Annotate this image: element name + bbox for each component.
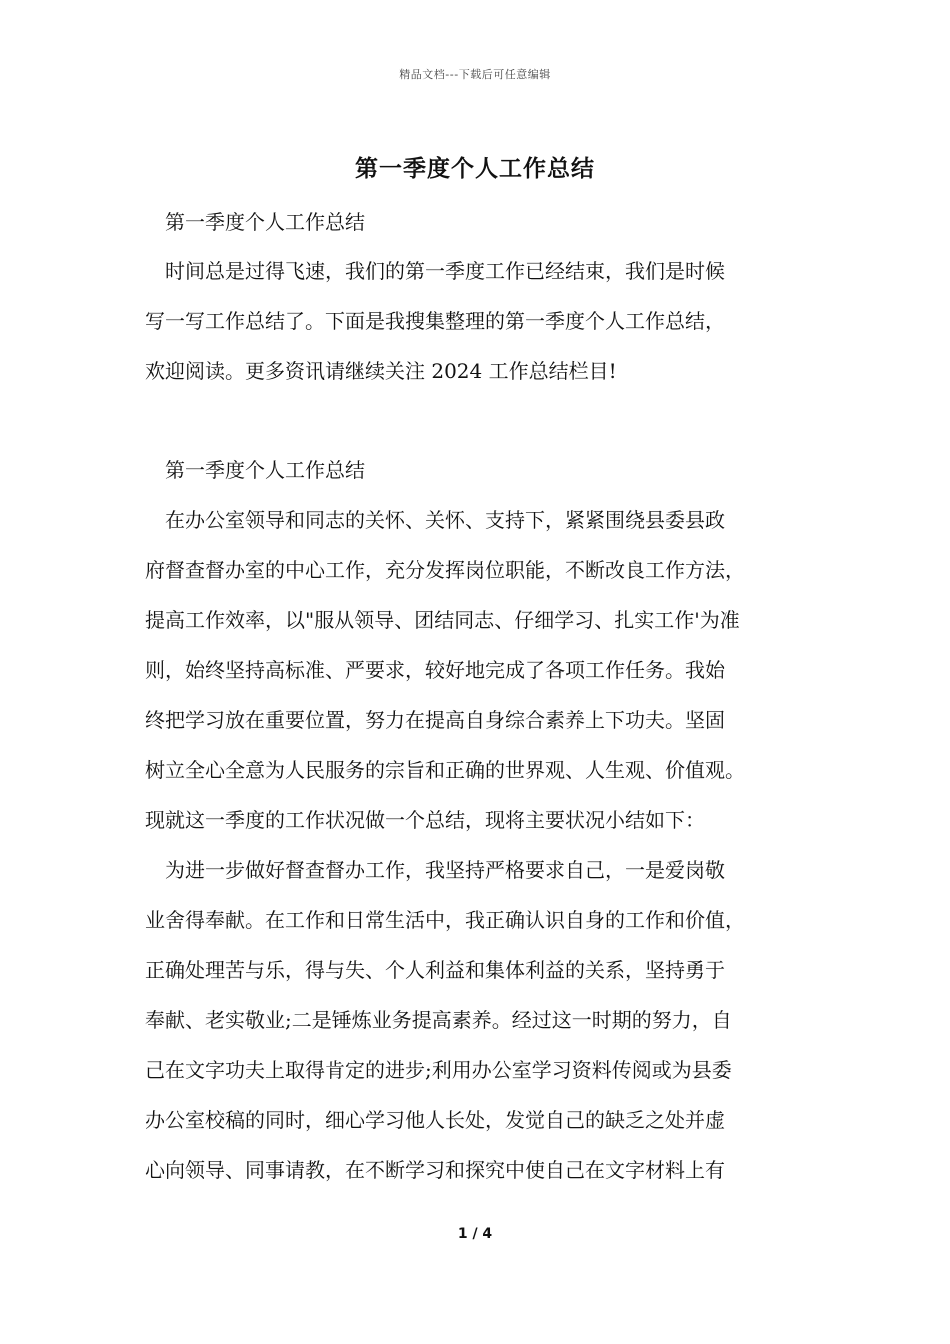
body-paragraph: [145, 845, 817, 1195]
text-line: 奉献、老实敬业;二是锤炼业务提高素养。经过这一时期的努力，自: [145, 1008, 732, 1032]
page-number: 1 / 4: [457, 1226, 493, 1242]
document-title: 第一季度个人工作总结: [355, 155, 595, 182]
text-line: 树立全心全意为人民服务的宗旨和正确的世界观、人生观、价值观。: [145, 758, 745, 782]
text-line: 业舍得奉献。在工作和日常生活中，我正确认识自身的工作和价值，: [145, 908, 745, 932]
text-line: 终把学习放在重要位置，努力在提高自身综合素养上下功夫。坚固: [145, 708, 725, 732]
page-header: 精品文档---下载后可任意编辑: [399, 68, 551, 81]
section-subheading: 第一季度个人工作总结: [165, 210, 365, 234]
text-line: 欢迎阅读。更多资讯请继续关注 2024 工作总结栏目!: [145, 359, 617, 383]
text-line: 府督查督办室的中心工作，充分发挥岗位职能，不断改良工作方法，: [145, 558, 745, 582]
text-line: 时间总是过得飞速，我们的第一季度工作已经结束，我们是时候: [145, 259, 725, 283]
text-line: 则，始终坚持高标准、严要求，较好地完成了各项工作任务。我始: [145, 658, 725, 682]
section-subheading: 第一季度个人工作总结: [165, 458, 365, 482]
text-line: 在办公室领导和同志的关怀、关怀、支持下，紧紧围绕县委县政: [145, 508, 725, 532]
text-line: 现就这一季度的工作状况做一个总结，现将主要状况小结如下：: [145, 808, 705, 832]
text-line: 正确处理苦与乐，得与失、个人利益和集体利益的关系，坚持勇于: [145, 958, 725, 982]
body-paragraph: [145, 495, 817, 845]
text-line: 提高工作效率，以"服从领导、团结同志、仔细学习、扎实工作'为准: [145, 608, 740, 632]
text-line: 为进一步做好督查督办工作，我坚持严格要求自己，一是爱岗敬: [145, 858, 725, 882]
text-line: 办公室校稿的同时，细心学习他人长处，发觉自己的缺乏之处并虚: [145, 1108, 725, 1132]
text-line: 写一写工作总结了。下面是我搜集整理的第一季度个人工作总结，: [145, 309, 725, 333]
text-line: 心向领导、同事请教，在不断学习和探究中使自己在文字材料上有: [145, 1158, 725, 1182]
intro-paragraph: [145, 246, 817, 396]
text-line: 己在文字功夫上取得肯定的进步;利用办公室学习资料传阅或为县委: [145, 1058, 732, 1082]
